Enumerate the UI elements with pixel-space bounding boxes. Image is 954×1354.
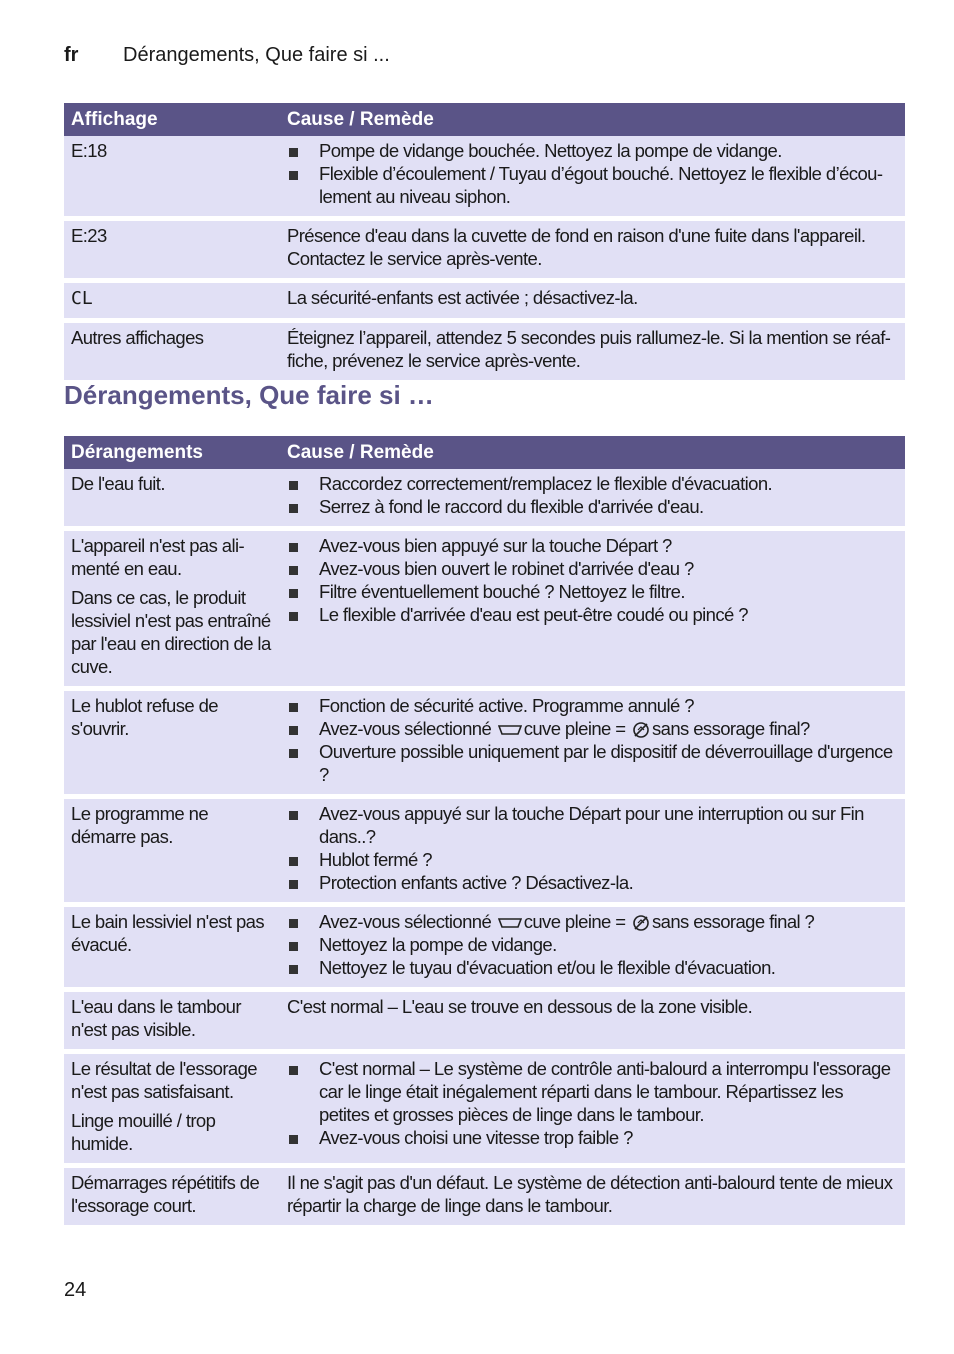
bullet-text: cuve pleine = bbox=[523, 911, 626, 932]
problem-text: L'eau dans le tambour n'est pas visible. bbox=[71, 996, 241, 1040]
troubleshooting-table bbox=[64, 436, 905, 1225]
header-title: Dérangements, Que faire si ... bbox=[123, 44, 390, 66]
remedy-text: Éteignez l’appareil, attendez 5 secondes puis rallumez-le. Si la mention se réaf-fiche, prévenez le service après-vente. bbox=[287, 327, 891, 371]
column-header-cause: Cause / Remède bbox=[287, 441, 434, 463]
bullet-text: Avez-vous sélectionné bbox=[319, 911, 492, 932]
bullet-item: C'est normal – Le système de contrôle anti-balourd a interrompu l'essorage car le linge était inégalement réparti dans le tambour. Répartissez les petites et grosses pièces de linge dans le tambour. bbox=[287, 1057, 897, 1126]
table-row bbox=[64, 691, 905, 794]
bullet-item: Pompe de vidange bouchée. Nettoyez la pompe de vidange. bbox=[287, 139, 897, 162]
remedy-text: Présence d'eau dans la cuvette de fond en raison d'une fuite dans l'appareil. Contactez le service après-vente. bbox=[287, 225, 866, 269]
bullet-item: Nettoyez le tuyau d'évacuation et/ou le flexible d'évacuation. bbox=[287, 956, 897, 979]
no-spin-icon bbox=[632, 721, 650, 739]
bullet-item: Protection enfants active ? Désactivez-la. bbox=[287, 871, 897, 894]
bullet-item: Le flexible d'arrivée d'eau est peut-être coudé ou pincé ? bbox=[287, 603, 897, 626]
display-codes-table bbox=[64, 103, 905, 380]
language-code: fr bbox=[64, 44, 79, 66]
table-row bbox=[64, 1168, 905, 1225]
bullet-item bbox=[287, 910, 897, 933]
table-row bbox=[64, 992, 905, 1049]
tub-icon bbox=[498, 917, 522, 929]
problem-text: Démarrages répétitifs de l'essorage court. bbox=[71, 1172, 260, 1216]
table-row bbox=[64, 136, 905, 216]
display-code: E:23 bbox=[71, 225, 107, 246]
page-number: 24 bbox=[64, 1279, 87, 1301]
remedy-text: Il ne s'agit pas d'un défaut. Le système de détection anti-balourd tente de mieux répartir la charge de linge dans le tambour. bbox=[287, 1172, 893, 1216]
column-header-cause: Cause / Remède bbox=[287, 108, 434, 130]
table-row bbox=[64, 323, 905, 380]
table-row bbox=[64, 1054, 905, 1163]
problem-text: Linge mouillé / trop humide. bbox=[71, 1110, 216, 1154]
display-code: E:18 bbox=[71, 140, 107, 161]
problem-text: Dans ce cas, le produit lessiviel n'est pas entraîné par l'eau en direction de la cuve. bbox=[71, 587, 271, 677]
table-row bbox=[64, 907, 905, 987]
problem-text: Le programme ne démarre pas. bbox=[71, 803, 209, 847]
problem-text: Le bain lessiviel n'est pas évacué. bbox=[71, 911, 265, 955]
child-lock-display: CL bbox=[71, 288, 93, 309]
column-header-problem: Dérangements bbox=[71, 441, 203, 463]
bullet-item: Flexible d’écoulement / Tuyau d’égout bouché. Nettoyez le flexible d’écou-lement au niveau siphon. bbox=[287, 162, 897, 208]
tub-icon bbox=[498, 724, 522, 736]
column-header-display: Affichage bbox=[71, 108, 158, 130]
problem-text: De l'eau fuit. bbox=[71, 473, 165, 494]
bullet-item: Fonction de sécurité active. Programme annulé ? bbox=[287, 694, 897, 717]
bullet-text: sans essorage final ? bbox=[652, 911, 815, 932]
bullet-item bbox=[287, 717, 897, 740]
table-header bbox=[64, 436, 905, 469]
bullet-item: Avez-vous bien ouvert le robinet d'arrivée d'eau ? bbox=[287, 557, 897, 580]
bullet-text: sans essorage final? bbox=[652, 718, 810, 739]
problem-text: Le résultat de l'essorage n'est pas satisfaisant. bbox=[71, 1058, 257, 1102]
bullet-item: Avez-vous choisi une vitesse trop faible ? bbox=[287, 1126, 897, 1149]
problem-text: Le hublot refuse de s'ouvrir. bbox=[71, 695, 218, 739]
bullet-item: Raccordez correctement/remplacez le flexible d'évacuation. bbox=[287, 472, 897, 495]
bullet-item: Nettoyez la pompe de vidange. bbox=[287, 933, 897, 956]
bullet-text: cuve pleine = bbox=[523, 718, 626, 739]
problem-text: L'appareil n'est pas ali-menté en eau. bbox=[71, 535, 245, 579]
bullet-text: Avez-vous sélectionné bbox=[319, 718, 492, 739]
page-header bbox=[64, 44, 390, 67]
no-spin-icon bbox=[632, 914, 650, 932]
table-row bbox=[64, 531, 905, 686]
bullet-item: Avez-vous bien appuyé sur la touche Départ ? bbox=[287, 534, 897, 557]
remedy-text: C'est normal – L'eau se trouve en dessous de la zone visible. bbox=[287, 996, 753, 1017]
bullet-item: Hublot fermé ? bbox=[287, 848, 897, 871]
bullet-item: Filtre éventuellement bouché ? Nettoyez le filtre. bbox=[287, 580, 897, 603]
table-row bbox=[64, 799, 905, 902]
bullet-item: Avez-vous appuyé sur la touche Départ pour une interruption ou sur Fin dans..? bbox=[287, 802, 897, 848]
section-title: Dérangements, Que faire si … bbox=[64, 380, 434, 410]
table-row bbox=[64, 283, 905, 318]
table-row bbox=[64, 469, 905, 526]
bullet-item: Serrez à fond le raccord du flexible d'arrivée d'eau. bbox=[287, 495, 897, 518]
display-code: Autres affichages bbox=[71, 327, 204, 348]
table-row bbox=[64, 221, 905, 278]
bullet-item: Ouverture possible uniquement par le dispositif de déverrouillage d'urgence ? bbox=[287, 740, 897, 786]
table-header bbox=[64, 103, 905, 136]
remedy-text: La sécurité-enfants est activée ; désactivez-la. bbox=[287, 287, 638, 308]
